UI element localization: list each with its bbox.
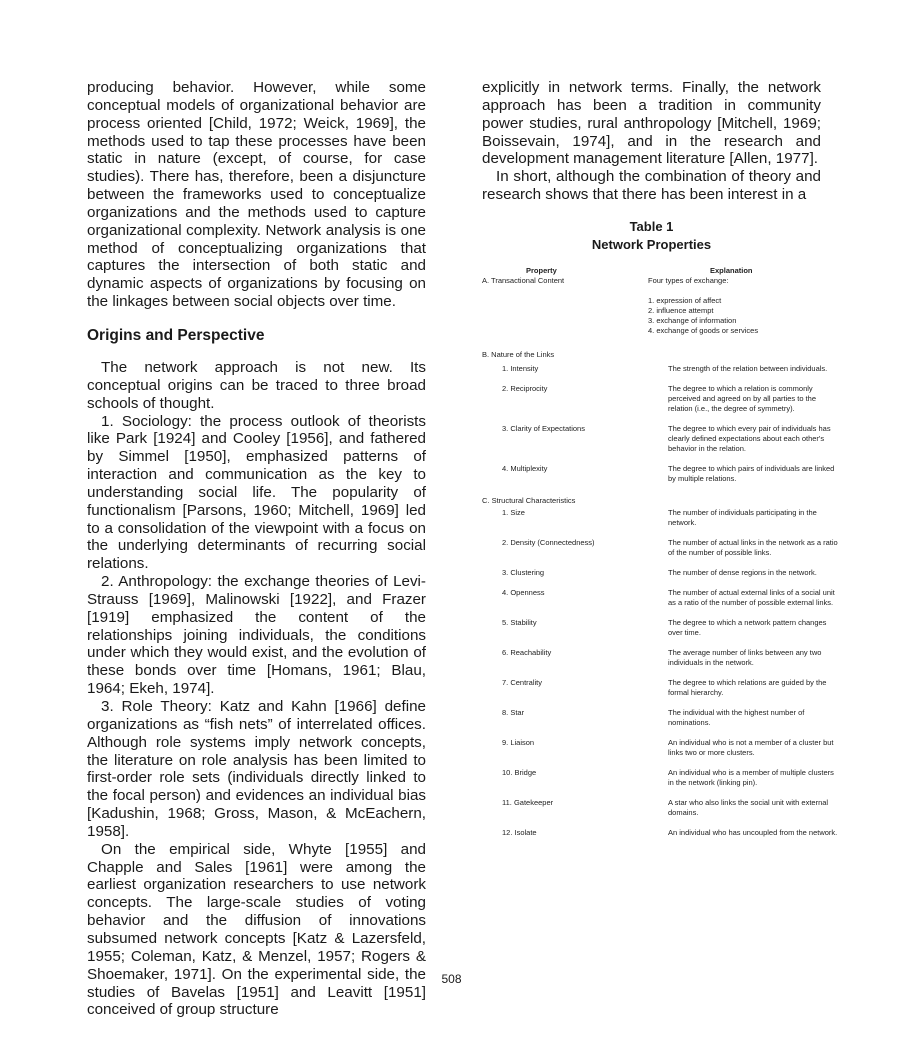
property-explanation: The individual with the highest number of nominations.: [668, 707, 805, 727]
property-name: 4. Openness: [502, 587, 545, 597]
property-name: 3. Clarity of Expectations: [502, 423, 585, 433]
property-explanation: The number of actual external links of a social unit as a ratio of the number of possible external links.: [668, 587, 835, 607]
property-explanation: An individual who is not a member of a cluster but links two or more clusters.: [668, 737, 834, 757]
table-row: [482, 363, 828, 374]
property-explanation: The number of dense regions in the network.: [668, 567, 817, 577]
network-properties-table: [482, 265, 838, 838]
table-row: [482, 737, 834, 758]
table-row: [482, 384, 821, 414]
property-explanation: A star who also links the social unit with external domains.: [668, 797, 829, 817]
table-row-section-c: [482, 496, 821, 506]
table-subtitle: Network Properties: [591, 236, 712, 252]
table-row: [482, 587, 835, 608]
property-name: 1. Size: [502, 507, 525, 517]
paragraph-empirical: On the empirical side, Whyte [1955] and Chapple and Sales [1961] were among the earliest organization researchers to use network concepts. The large-scale studies of voting behavior and the diffusion of innovations subsumed network concepts [Katz & Lazersfeld, 1955; Coleman, Katz, & Menzel, 1957; Rogers & Shoemaker, 1971]. On the experimental side, the studies of Bavelas [1951] and Leavitt [1951] conceived of group structure: [87, 840, 426, 1019]
table-row: [482, 423, 831, 454]
property-name: 7. Centrality: [502, 677, 543, 687]
table-row-section-a: [482, 276, 821, 286]
table-row: [482, 617, 827, 638]
section-label: C. Structural Characteristics: [482, 495, 576, 505]
table-row: [482, 508, 821, 528]
property-explanation: An individual who is a member of multiple clusters in the network (linking pin).: [668, 767, 834, 787]
property-name: 2. Reciprocity: [502, 383, 548, 393]
left-column: [87, 79, 426, 1019]
column-header-explanation: Explanation: [710, 265, 753, 275]
section-label: B. Nature of the Links: [482, 349, 555, 359]
table-row-exchange-types: [482, 296, 821, 336]
paragraph-role-theory: 3. Role Theory: Katz and Kahn [1966] define organizations as “fish nets” of interrelated offices. Although role systems imply network concepts, the literature on role analysis has been limited to first-order role sets (individuals directly linked to the focal person) and evidences an individual bias [Kadushin, 1968; Gross, Mason, & McEachern, 1958].: [87, 698, 426, 840]
table-row: [482, 797, 829, 818]
property-explanation: The average number of links between any two individuals in the network.: [668, 647, 822, 667]
section-explanation: Four types of exchange:: [648, 275, 729, 285]
property-name: 8. Star: [502, 707, 525, 717]
right-column: [482, 79, 838, 838]
table-header: [482, 266, 821, 276]
property-name: 9. Liaison: [502, 737, 535, 747]
property-explanation: The degree to which every pair of individuals has clearly defined expectations about each other's behavior in the relation.: [668, 423, 831, 453]
table-row: [482, 463, 835, 484]
table-title: Table 1: [629, 218, 674, 234]
property-explanation: The degree to which relations are guided by the formal hierarchy.: [668, 677, 827, 697]
paragraph-in-short: In short, although the combination of theory and research shows that there has been interest in a: [482, 168, 821, 204]
property-name: 2. Density (Connectedness): [502, 537, 595, 547]
property-name: 6. Reachability: [502, 647, 552, 657]
property-name: 3. Clustering: [502, 567, 545, 577]
section-heading-origins: Origins and Perspective: [87, 326, 265, 344]
property-explanation: The number of individuals participating in the network.: [668, 507, 817, 527]
table-row: [482, 537, 838, 558]
table-row: [482, 677, 827, 698]
paragraph-anthropology: 2. Anthropology: the exchange theories of Levi-Strauss [1969], Malinowski [1922], and Frazer [1919] emphasized the content of the relationships joining individuals, the conditions under which they would exist, and the evolution of these bonds over time [Homans, 1961; Blau, 1964; Ekeh, 1974].: [87, 573, 426, 698]
paragraph-intro: producing behavior. However, while some conceptual models of organizational behavior are process oriented [Child, 1972; Weick, 1969], the methods used to tap these processes have been static in nature (except, of course, for case studies). There has, therefore, been a disjuncture between the frameworks used to conceptualize organizations and the methods used to capture organizational complexity. Network analysis is one method of conceptualizing organizations that captures the intersection of both static and dynamic aspects of organizations by focusing on the linkages between social objects over time.: [87, 79, 426, 311]
table-row: [482, 648, 821, 668]
section-label: A. Transactional Content: [482, 275, 565, 285]
paragraph-network-approach: explicitly in network terms. Finally, the network approach has been a tradition in community power studies, rural anthropology [Mitchell, 1969; Boissevain, 1974], and in the research and development management literature [Allen, 1977].: [482, 79, 821, 168]
property-name: 1. Intensity: [502, 363, 539, 373]
list-item: 1. expression of affect: [648, 295, 722, 305]
table-row: [482, 708, 821, 728]
paragraph-sociology: 1. Sociology: the process outlook of theorists like Park [1924] and Cooley [1956], and fathered by Simmel [1950], emphasized patterns of interaction and communication as the key to understanding social life. The popularity of functionalism [Parsons, 1960; Mitchell, 1969] led to a consolidation of the viewpoint with a focus on the underlying determinants of recurring social relations.: [87, 412, 426, 573]
column-header-property: Property: [526, 265, 557, 275]
property-name: 10. Bridge: [502, 767, 537, 777]
table-row: [482, 827, 838, 838]
list-item: 3. exchange of information: [648, 315, 737, 325]
property-name: 4. Multiplexity: [502, 463, 548, 473]
table-row-section-b: [482, 350, 821, 360]
property-name: 5. Stability: [502, 617, 537, 627]
property-explanation: The degree to which a relation is commonly perceived and agreed on by all parties to the relation (i.e., the degree of symmetry).: [668, 383, 817, 413]
property-name: 12. Isolate: [502, 827, 537, 837]
property-explanation: The strength of the relation between individuals.: [668, 363, 828, 373]
exchange-type-list: [648, 296, 820, 336]
table-row: [482, 767, 834, 788]
property-explanation: The number of actual links in the network as a ratio of the number of possible links.: [668, 537, 838, 557]
property-explanation: The degree to which a network pattern changes over time.: [668, 617, 827, 637]
list-item: 2. influence attempt: [648, 305, 714, 315]
list-item: 4. exchange of goods or services: [648, 325, 759, 335]
property-explanation: An individual who has uncoupled from the network.: [668, 827, 838, 837]
paragraph-origins: The network approach is not new. Its conceptual origins can be traced to three broad schools of thought.: [87, 358, 426, 412]
property-name: 11. Gatekeeper: [502, 797, 554, 807]
page-number: 508: [441, 972, 462, 986]
table-row: [482, 568, 821, 578]
property-explanation: The degree to which pairs of individuals are linked by multiple relations.: [668, 463, 835, 483]
